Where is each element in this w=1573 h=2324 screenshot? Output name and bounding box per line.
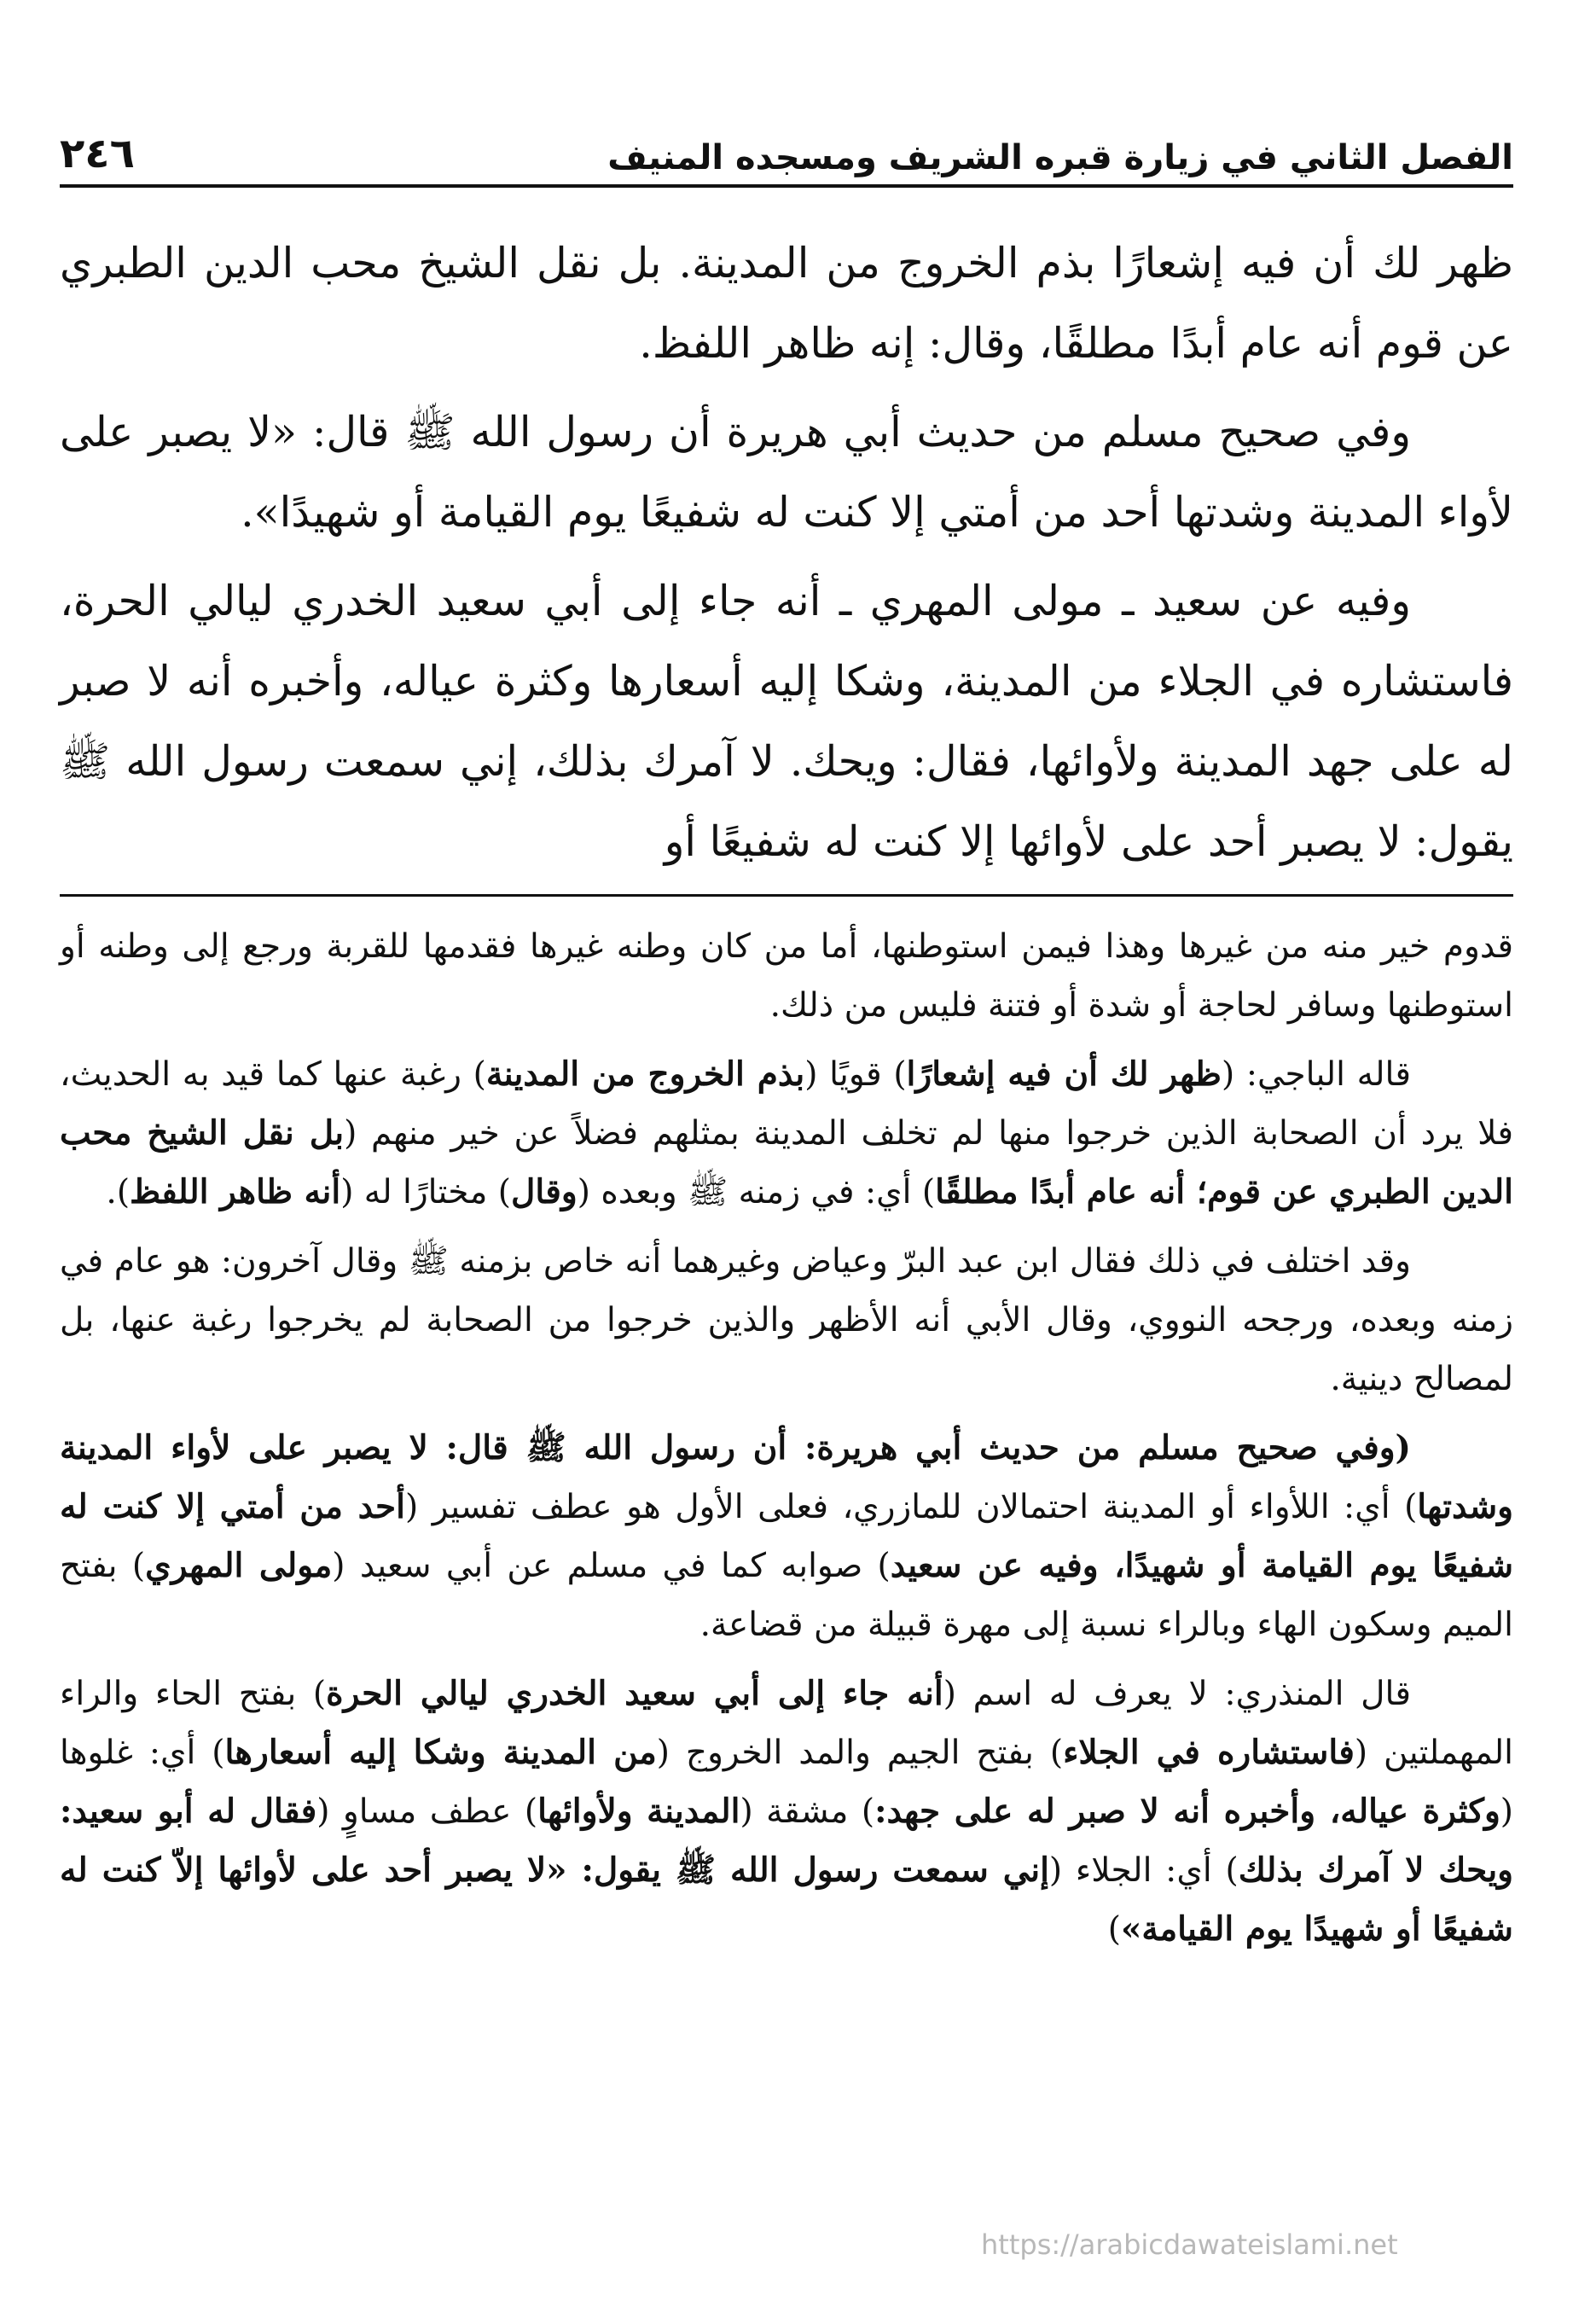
main-paragraph-3: وفيه عن سعيد ـ مولى المهري ـ أنه جاء إلى أبي سعيد الخدري ليالي الحرة، فاستشاره في الجلاء من المدينة، وشكا إليه أسعارها وكثرة عياله، وأخبره أنه لا صبر له على جهد المدينة ولأوائها، فقال: ويحك. لا آمرك بذلك، إني سمعت رسول الله ﷺ يقول: لا يصبر أحد على لأوائها إلا كنت له شفيعًا أو (60, 577, 1513, 866)
running-header (60, 119, 1513, 188)
note-text: ) أي: الجلاء ( (1048, 1851, 1239, 1890)
quoted-text: أنه ظاهر اللفظ (130, 1172, 341, 1211)
quoted-text: أنه جاء إلى أبي سعيد الخدري ليالي الحرة (326, 1674, 943, 1713)
note-text: ) مختارًا له ( (340, 1173, 511, 1211)
note-text: ) أي: في زمنه ﷺ وبعده ( (577, 1173, 936, 1211)
note-text: ) مشقة ( (740, 1792, 875, 1831)
note-text: ). (106, 1173, 131, 1211)
quoted-text: ظهر لك أن فيه إشعارًا (906, 1055, 1222, 1094)
quoted-text: فقال له أبو سعيد: ويحك لا آمرك بذلك (60, 1792, 1514, 1890)
note-text: ) بفتح الميم وسكون الهاء وبالراء نسبة إلى مهرة قبيلة من قضاعة. (60, 1547, 1513, 1644)
note-text: ) قويًا ( (804, 1055, 907, 1094)
quoted-text: بذم الخروج من المدينة (485, 1055, 805, 1094)
main-paragraph-2: وفي صحيح مسلم من حديث أبي هريرة أن رسول الله ﷺ قال: «لا يصبر على لأواء المدينة وشدتها أحد من أمتي إلا كنت له شفيعًا يوم القيامة أو شهيدًا». (60, 408, 1513, 537)
main-paragraph-1: ظهر لك أن فيه إشعارًا بذم الخروج من المدينة. بل نقل الشيخ محب الدين الطبري عن قوم أنه عام أبدًا مطلقًا، وقال: إنه ظاهر اللفظ. (60, 239, 1513, 368)
footnote-separator (60, 894, 1513, 897)
note-text: ) عطف مساوٍ ( (316, 1792, 538, 1831)
note-text: ) صوابه كما في مسلم عن أبي سعيد ( (332, 1547, 891, 1585)
quoted-text: أحد من أمتي إلا كنت له شفيعًا يوم القيامة أو شهيدًا، وفيه عن سعيد (60, 1487, 1513, 1585)
commentary-notes (60, 917, 1513, 1969)
note-text: قاله الباجي: ( (1221, 1055, 1411, 1094)
note-paragraph-2 (60, 1045, 1513, 1222)
quoted-text: فاستشاره في الجلاء (1063, 1733, 1355, 1772)
quoted-text: وكثرة عياله، وأخبره أنه لا صبر له على جهد: (874, 1792, 1500, 1831)
quoted-text: المدينة ولأوائها (537, 1792, 740, 1831)
note-paragraph-4 (60, 1419, 1513, 1654)
quoted-text: مولى المهري (145, 1546, 333, 1585)
watermark-url: https://arabicdawateislami.net (981, 2228, 1398, 2261)
quoted-text: بل نقل الشيخ محب الدين الطبري عن قوم؛ أنه عام أبدًا مطلقًا (60, 1113, 1513, 1211)
note-paragraph-5 (60, 1665, 1513, 1959)
note-text: ) بفتح الجيم والمد الخروج ( (656, 1734, 1064, 1772)
page-number: ٢٤٦ (60, 130, 135, 177)
quoted-text: (وفي صحيح مسلم من حديث أبي هريرة: أن رسول الله ﷺ قال: لا يصبر على لأواء المدينة وشدتها (60, 1428, 1513, 1526)
note-text: قال المنذري: لا يعرف له اسم ( (943, 1675, 1411, 1713)
note-text: ) رغبة عنها كما قيد به الحديث، فلا يرد أن الصحابة الذين خرجوا منها لم تخلف المدينة بمثلهم فضلاً عن خير منهم ( (60, 1055, 1513, 1153)
quoted-text: من المدينة وشكا إليه أسعارها (224, 1733, 657, 1772)
note-text: ) بفتح الحاء والراء المهملتين ( (60, 1675, 1513, 1772)
note-paragraph-1: قدوم خير منه من غيرها وهذا فيمن استوطنها، أما من كان وطنه غيرها فقدمها للقربة ورجع إلى وطنه أو استوطنها وسافر لحاجة أو شدة أو فتنة فليس من ذلك. (60, 927, 1513, 1025)
note-text: ) أي: اللأواء أو المدينة احتمالان للمازري، فعلى الأول هو عطف تفسير ( (405, 1488, 1418, 1526)
document-page (60, 0, 1513, 2324)
chapter-title: الفصل الثاني في زيارة قبره الشريف ومسجده المنيف (607, 138, 1513, 177)
note-text: ) (1107, 1910, 1121, 1949)
quoted-text: وقال (511, 1172, 578, 1211)
quoted-text: إني سمعت رسول الله ﷺ يقول: «لا يصبر أحد على لأوائها إلاّ كنت له شفيعًا أو شهيدًا يوم القيامة» (60, 1850, 1513, 1949)
note-paragraph-3: وقد اختلف في ذلك فقال ابن عبد البرّ وعياض وغيرهما أنه خاص بزمنه ﷺ وقال آخرون: هو عام في زمنه وبعده، ورجحه النووي، وقال الأبي أنه الأظهر والذين خرجوا من الصحابة لم يخرجوا رغبة عنها، بل لمصالح دينية. (60, 1242, 1513, 1398)
main-text-body (60, 224, 1513, 891)
note-text: ) أي: غلوها ( (60, 1734, 1513, 1831)
